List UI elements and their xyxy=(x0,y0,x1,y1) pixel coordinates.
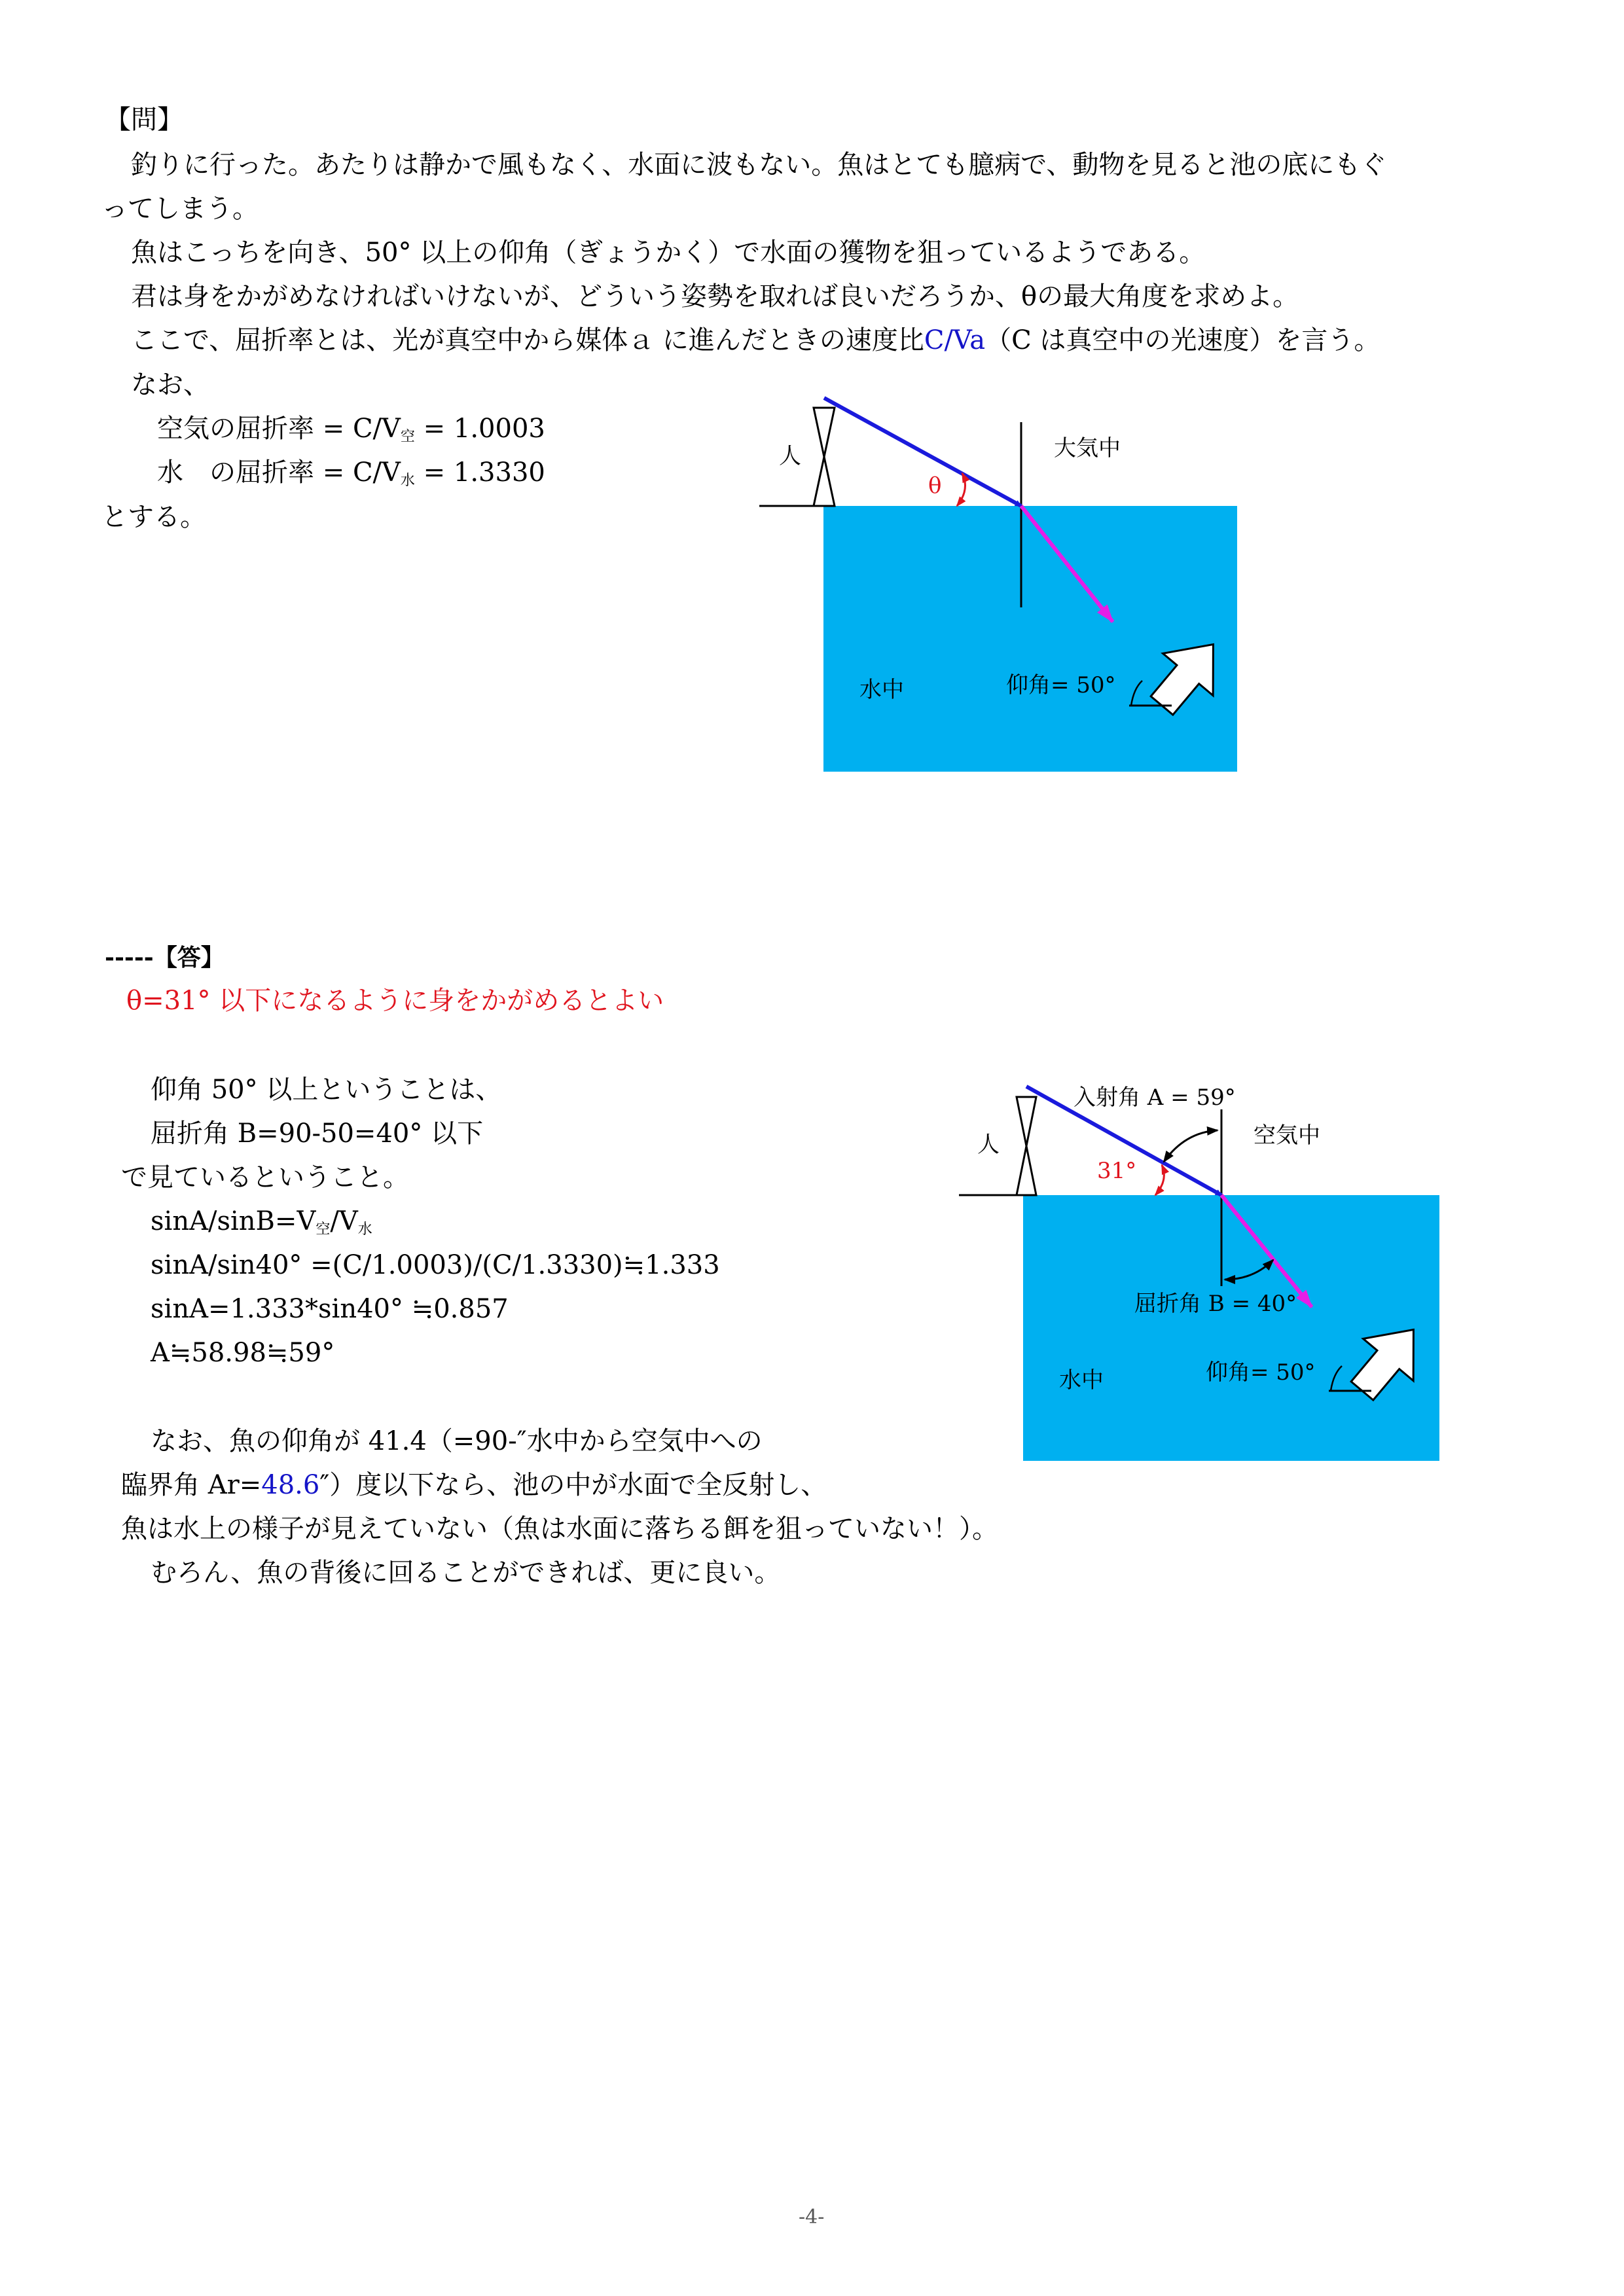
air-index-value: = 1.0003 xyxy=(414,414,545,444)
answer-line-3: で見ているということ。 xyxy=(121,1162,409,1193)
answer-line-2: 屈折角 B=90-50=40° 以下 xyxy=(151,1119,484,1149)
air-subscript: 空 xyxy=(400,429,415,445)
water-index-value: = 1.3330 xyxy=(414,457,545,488)
critical-angle-label: 臨界角 Ar= xyxy=(121,1470,262,1500)
page-number: -4- xyxy=(799,2206,825,2229)
incidence-angle-label: 入射角 A = 59° xyxy=(1074,1085,1236,1111)
question-line-4: 君は身をかがめなければいけないが、どういう姿勢を取れば良いだろうか、θの最大角度を求めよ。 xyxy=(131,281,1299,312)
answer-line-6: sinA=1.333*sin40° ≒0.857 xyxy=(151,1294,509,1324)
question-line-2: ってしまう。 xyxy=(101,194,259,224)
question-line-1: 釣りに行った。あたりは静かで風もなく、水面に波もない。魚はとても臆病で、動物を見ると池の底にもぐ xyxy=(131,150,1387,180)
line5-text: ここで、屈折率とは、光が真空中から媒体ａ に進んだときの速度比 xyxy=(131,325,924,355)
question-line-9: とする。 xyxy=(101,502,206,532)
question-heading: 【問】 xyxy=(105,105,183,135)
answer-line-5: sinA/sin40° =(C/1.0003)/(C/1.3330)≒1.333 xyxy=(151,1250,720,1280)
answer-line-8: なお、魚の仰角が 41.4（=90-″水中から空気中への xyxy=(151,1426,763,1456)
air-label-1: 大気中 xyxy=(1054,435,1121,461)
theta-label: θ xyxy=(928,473,942,499)
question-line-6: なお、 xyxy=(131,370,209,400)
critical-angle-value: 48.6 xyxy=(261,1470,320,1500)
question-line-3: 魚はこっちを向き、50° 以上の仰角（ぎょうかく）で水面の獲物を狙っているようである。 xyxy=(131,238,1206,268)
answer-line-11: むろん、魚の背後に回ることができれば、更に良い。 xyxy=(151,1558,781,1588)
water-block-2 xyxy=(1023,1195,1439,1461)
refraction-angle-label: 屈折角 B = 40° xyxy=(1134,1291,1297,1317)
answer-line-1: 仰角 50° 以上ということは、 xyxy=(151,1075,502,1105)
water-index-label: 水 の屈折率 = C/V xyxy=(157,457,401,488)
answer-heading: -----【答】 xyxy=(105,944,225,971)
water-label-2: 水中 xyxy=(1059,1367,1104,1393)
angle-31-label: 31° xyxy=(1097,1158,1137,1184)
air-label-2: 空気中 xyxy=(1254,1122,1320,1149)
answer-line-9 xyxy=(121,1472,827,1498)
answer-line-7: A≒58.98≒59° xyxy=(151,1338,335,1368)
snell-mid: /V xyxy=(330,1206,358,1236)
water-block-1 xyxy=(823,506,1237,772)
elevation-label-1: 仰角= 50° xyxy=(1006,672,1116,698)
person-label-2: 人 xyxy=(977,1132,1000,1158)
water-subscript-2: 水 xyxy=(357,1221,372,1238)
answer-result: θ=31° 以下になるように身をかがめるとよい xyxy=(126,986,664,1016)
incident-ray-1 xyxy=(824,398,1021,506)
snell-lhs: sinA/sinB=V xyxy=(151,1206,316,1236)
theta-arc xyxy=(957,473,965,506)
velocity-ratio: C/Va xyxy=(924,325,986,355)
incidence-angle-arc xyxy=(1164,1130,1218,1162)
person-icon-2 xyxy=(1017,1097,1036,1195)
elevation-label-2: 仰角= 50° xyxy=(1206,1359,1316,1386)
answer-line-10: 魚は水上の様子が見えていない（魚は水面に落ちる餌を狙っていない！）。 xyxy=(121,1514,998,1544)
answer-line-4 xyxy=(151,1208,372,1237)
line5-text-post: （C は真空中の光速度）を言う。 xyxy=(985,325,1380,355)
water-label-1: 水中 xyxy=(859,677,904,703)
person-label: 人 xyxy=(779,443,801,469)
water-subscript: 水 xyxy=(400,473,415,489)
angle-31-arc xyxy=(1155,1165,1164,1195)
person-icon xyxy=(814,408,835,506)
air-subscript-2: 空 xyxy=(316,1221,331,1238)
air-index-label: 空気の屈折率 = C/V xyxy=(157,414,401,444)
critical-angle-text: ″）度以下なら、池の中が水面で全反射し、 xyxy=(319,1470,827,1500)
